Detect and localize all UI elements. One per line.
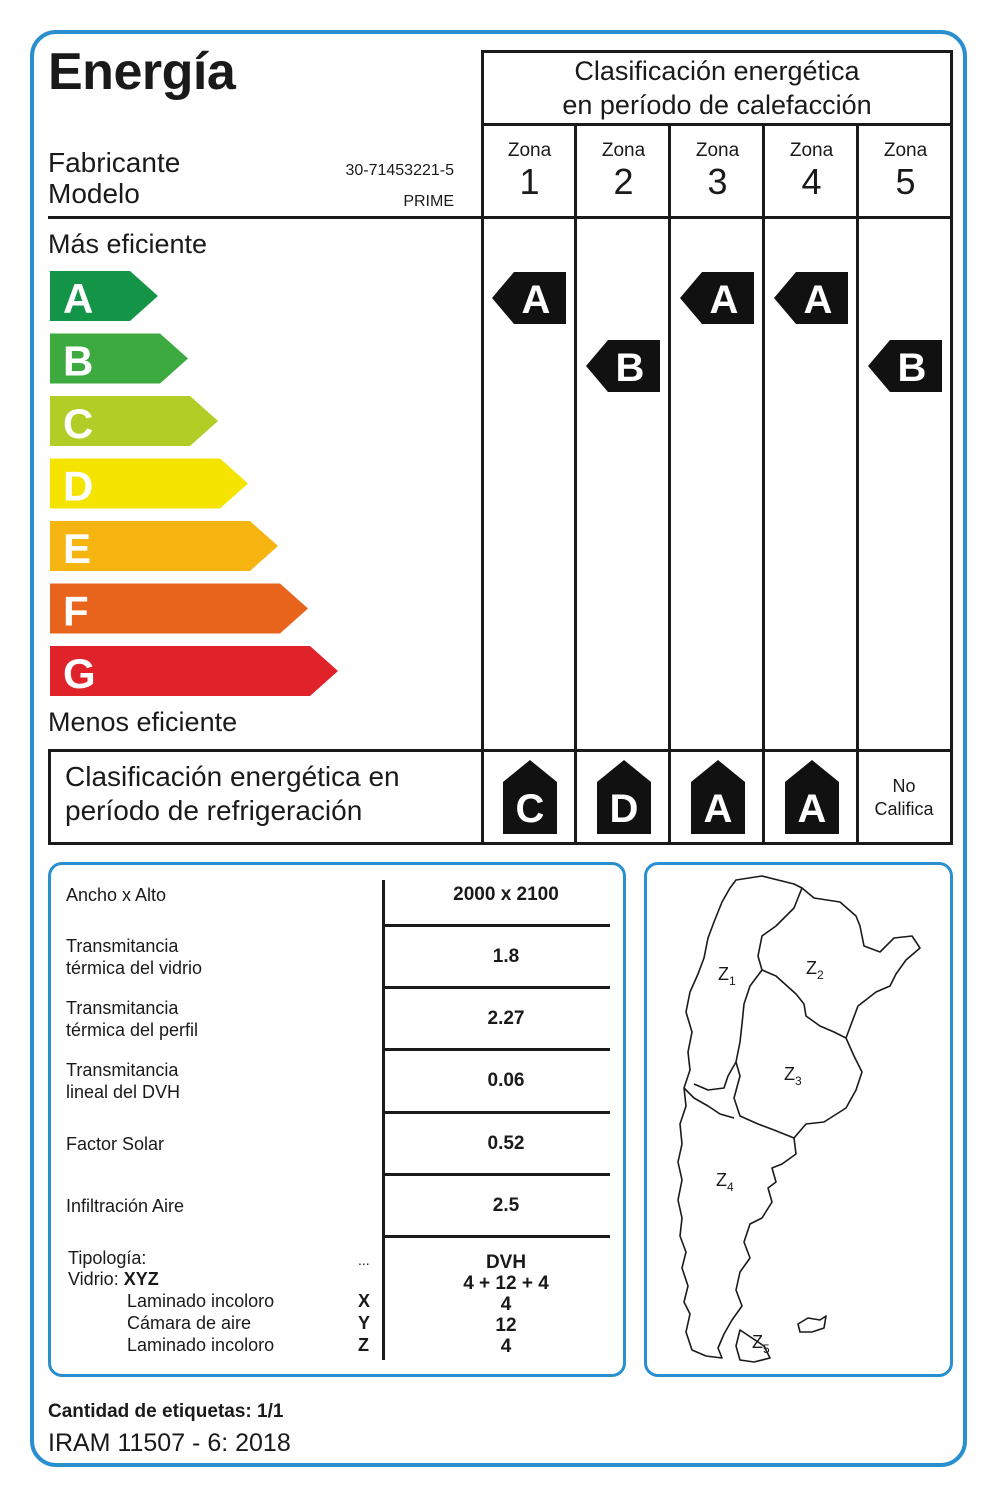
zone-number: 5 bbox=[895, 161, 916, 202]
spec-label: Ancho x Alto bbox=[66, 885, 167, 905]
cooling-rating-zone-1 bbox=[503, 760, 557, 834]
rating-letter: B bbox=[897, 346, 927, 390]
vidrio-value: 4 + 12 + 4 bbox=[463, 1273, 549, 1294]
spec-label: Transmitancia bbox=[66, 936, 179, 956]
cooling-bottom-border bbox=[48, 842, 953, 845]
spec-value-ancho-alto: 2000 x 2100 bbox=[453, 884, 559, 905]
zone-word: Zona bbox=[789, 140, 834, 161]
vidrio-label: Vidrio: bbox=[68, 1269, 119, 1289]
no-califica-line1: No bbox=[892, 776, 916, 796]
rating-letter: D bbox=[609, 787, 639, 831]
spec-value-factor-solar: 0.52 bbox=[487, 1133, 525, 1154]
specs-row-line bbox=[384, 924, 610, 927]
calefaccion-title-line1: Clasificación energética bbox=[574, 56, 860, 86]
spec-row-transmitancia-perfil bbox=[66, 997, 198, 1041]
cooling-rating-zone-3 bbox=[691, 760, 745, 834]
refrigeracion-title bbox=[65, 760, 400, 828]
iram-norma: IRAM 11507 - 6: 2018 bbox=[48, 1429, 291, 1457]
arrow-letter: A bbox=[63, 275, 94, 322]
layer-name-3: Laminado incoloro bbox=[127, 1335, 275, 1355]
spec-row-factor-solar bbox=[66, 1133, 164, 1155]
zone-word: Zona bbox=[695, 140, 740, 161]
map-zone-label-2: $Z_2$ bbox=[806, 958, 824, 982]
cooling-rating-zone-4 bbox=[785, 760, 839, 834]
layer-code-3: Z bbox=[358, 1335, 369, 1355]
spec-value-transmitancia-perfil: 2.27 bbox=[487, 1008, 525, 1029]
cooling-divider bbox=[481, 749, 484, 845]
modelo-label: Modelo bbox=[48, 178, 140, 209]
specs-column-divider bbox=[382, 880, 385, 1360]
cooling-rating-zone-2 bbox=[597, 760, 651, 834]
vidrio-line bbox=[68, 1269, 159, 1290]
calefaccion-title-line2: en período de calefacción bbox=[562, 90, 872, 120]
arrow-letter: C bbox=[63, 400, 94, 447]
spec-label: Transmitancia bbox=[66, 998, 179, 1018]
rating-letter: A bbox=[803, 278, 833, 322]
fabricante-value: 30-71453221-5 bbox=[345, 162, 454, 179]
refrigeracion-title-line1: Clasificación energética en bbox=[65, 761, 400, 792]
tipologia-label: Tipología: bbox=[68, 1248, 147, 1268]
layer-value-2: 12 bbox=[495, 1315, 517, 1336]
zone-number: 3 bbox=[707, 161, 728, 202]
cantidad-etiquetas: Cantidad de etiquetas: 1/1 bbox=[48, 1401, 284, 1422]
arrow-letter: G bbox=[63, 650, 96, 697]
arrow-letter: D bbox=[63, 462, 94, 510]
spec-label: lineal del DVH bbox=[66, 1082, 181, 1102]
specs-row-line bbox=[384, 1173, 610, 1176]
arrow-letter: F bbox=[63, 587, 89, 635]
heating-rating-zone-5 bbox=[868, 340, 942, 392]
islands-east bbox=[798, 1316, 826, 1332]
specs-row-line bbox=[384, 1235, 610, 1238]
rating-letter: B bbox=[615, 346, 645, 390]
mas-eficiente-label: Más eficiente bbox=[48, 229, 208, 259]
rating-letter: A bbox=[703, 787, 733, 831]
layer-code-1: X bbox=[358, 1291, 371, 1311]
zone-number: 2 bbox=[613, 161, 634, 202]
layer-name-1: Laminado incoloro bbox=[127, 1291, 275, 1311]
spec-label: Transmitancia bbox=[66, 1060, 179, 1080]
arrow-letter: E bbox=[63, 525, 92, 572]
map-zone-label-1: $Z_1$ bbox=[718, 964, 736, 988]
specs-row-line bbox=[384, 1111, 610, 1114]
spec-label: Factor Solar bbox=[66, 1134, 165, 1154]
argentina-zone-map bbox=[644, 862, 953, 1377]
zone-number: 1 bbox=[519, 161, 540, 202]
map-zone-label-5: $Z_5$ bbox=[752, 1332, 770, 1356]
zone-word: Zona bbox=[507, 140, 552, 161]
specs-row-line bbox=[384, 1048, 610, 1051]
tipologia-dots: ... bbox=[358, 1252, 370, 1268]
heating-rating-zone-4 bbox=[774, 272, 848, 324]
zone-number: 4 bbox=[801, 161, 822, 202]
cooling-top-border bbox=[48, 749, 953, 752]
map-zone-label-4: $Z_4$ bbox=[716, 1170, 734, 1194]
spec-value-transmitancia-vidrio: 1.8 bbox=[492, 946, 520, 967]
layer-name-2: Cámara de aire bbox=[127, 1313, 252, 1333]
map-zone-label-3: $Z_3$ bbox=[784, 1064, 802, 1088]
rating-letter: C bbox=[515, 787, 545, 831]
layer-value-1: 4 bbox=[500, 1294, 512, 1315]
no-califica-line2: Califica bbox=[874, 799, 934, 819]
label-title: Energía bbox=[48, 43, 236, 101]
zone-border bbox=[694, 888, 802, 1090]
fabricante-label: Fabricante bbox=[48, 147, 181, 178]
spec-label: térmica del perfil bbox=[66, 1020, 199, 1040]
spec-value-infiltracion: 2.5 bbox=[492, 1195, 520, 1216]
spec-row-ancho-alto bbox=[66, 884, 166, 906]
cooling-right-border bbox=[950, 749, 953, 845]
zone-border bbox=[684, 1088, 734, 1118]
zone-word: Zona bbox=[883, 140, 928, 161]
zone-border bbox=[762, 970, 846, 1038]
rating-letter: A bbox=[521, 278, 551, 322]
tipologia-value: DVH bbox=[485, 1252, 527, 1273]
layer-code-2: Y bbox=[358, 1313, 371, 1333]
layer-value-3: 4 bbox=[500, 1336, 512, 1357]
zone-word: Zona bbox=[601, 140, 646, 161]
heating-rating-zone-3 bbox=[680, 272, 754, 324]
spec-row-transmitancia-dvh bbox=[66, 1059, 180, 1103]
rating-letter: A bbox=[797, 787, 827, 831]
spec-label: Infiltración Aire bbox=[66, 1196, 185, 1216]
cooling-left-border bbox=[48, 749, 51, 845]
rating-letter: A bbox=[709, 278, 739, 322]
spec-row-transmitancia-vidrio bbox=[66, 935, 202, 979]
specs-row-line bbox=[384, 986, 610, 989]
menos-eficiente-label: Menos eficiente bbox=[48, 707, 238, 737]
spec-row-infiltracion bbox=[66, 1195, 184, 1217]
spec-label: térmica del vidrio bbox=[66, 958, 203, 978]
heating-rating-zone-2 bbox=[586, 340, 660, 392]
country-outline bbox=[678, 876, 920, 1358]
arrow-letter: B bbox=[63, 337, 94, 385]
heating-rating-zone-1 bbox=[492, 272, 566, 324]
no-califica bbox=[858, 775, 950, 821]
spec-value-transmitancia-dvh: 0.06 bbox=[487, 1070, 525, 1091]
vidrio-code: XYZ bbox=[123, 1269, 159, 1289]
modelo-value: PRIME bbox=[403, 193, 454, 210]
refrigeracion-title-line2: período de refrigeración bbox=[65, 795, 363, 826]
